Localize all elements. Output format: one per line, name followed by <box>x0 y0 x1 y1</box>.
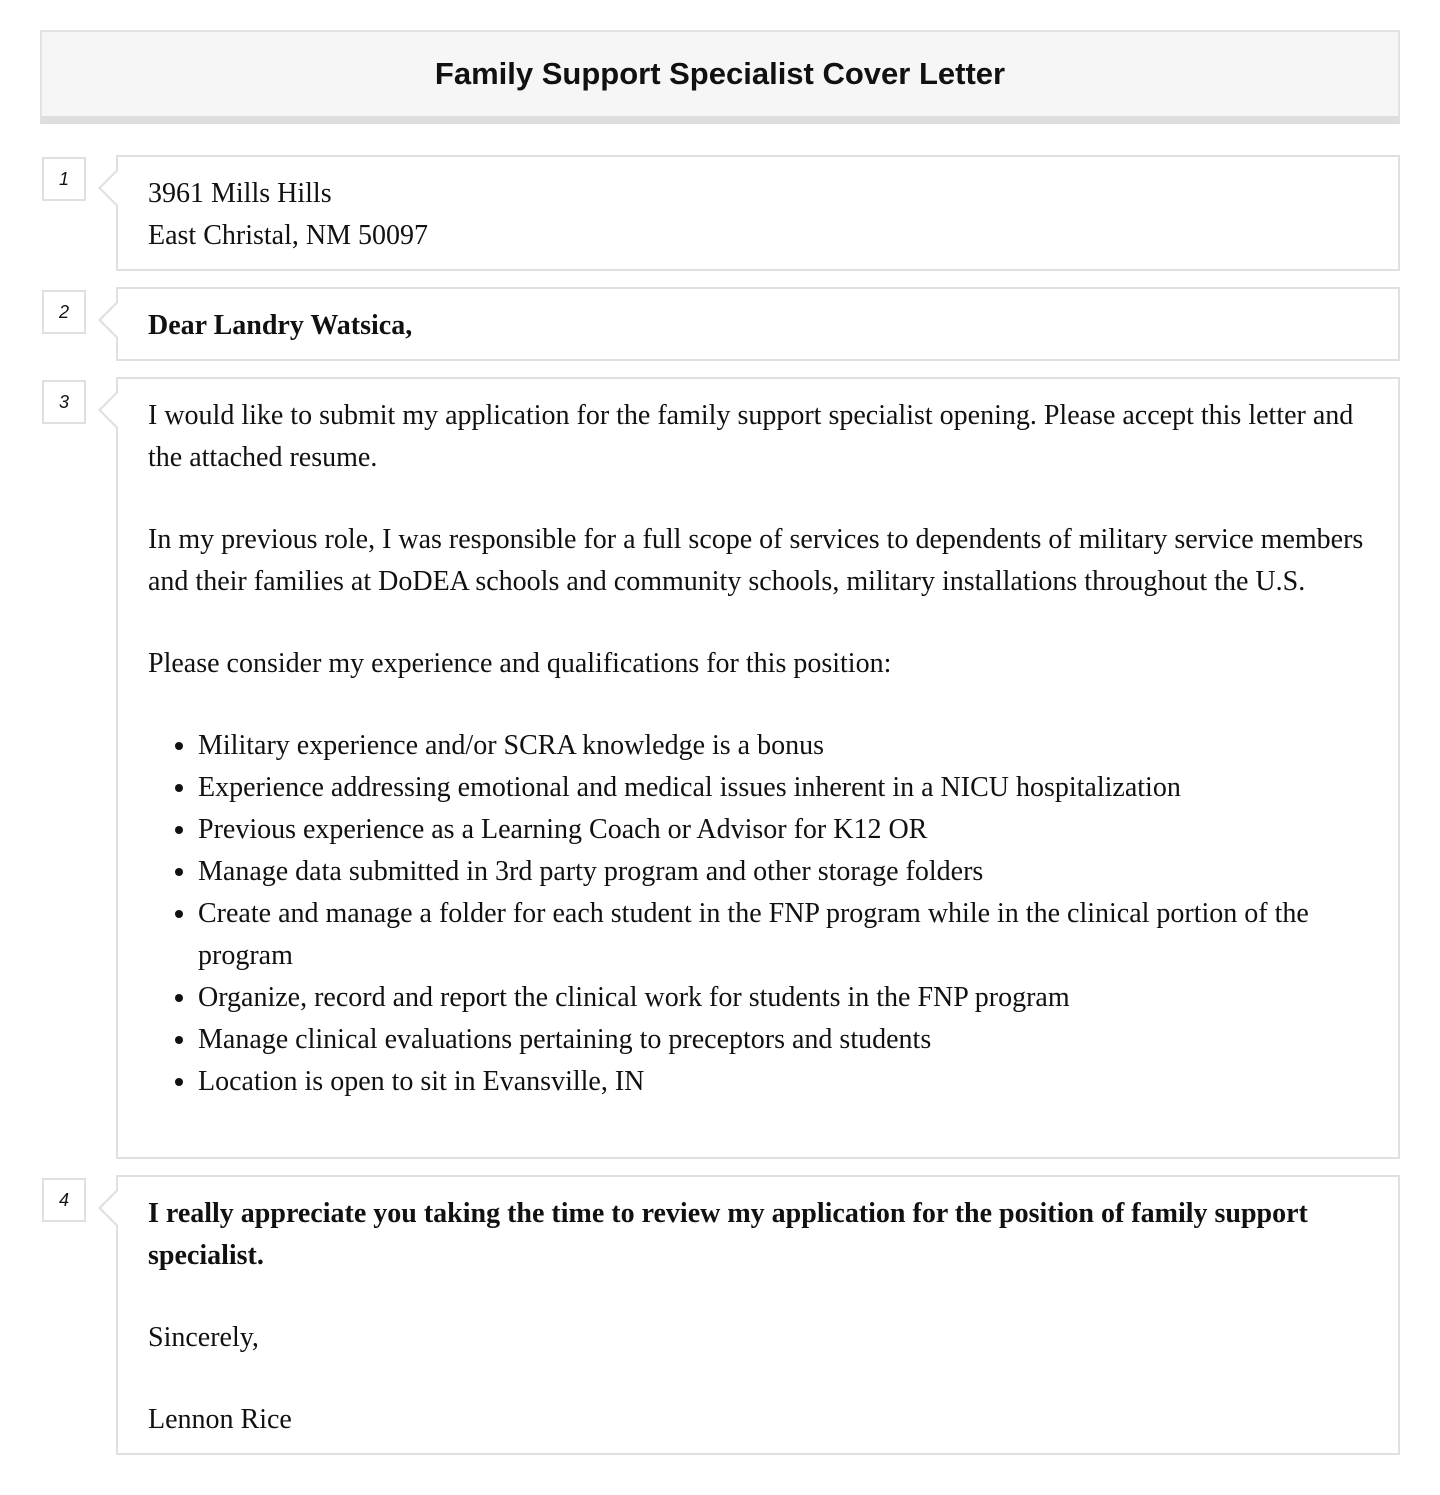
section-number-3: 3 <box>42 380 86 424</box>
address-line-2: East Christal, NM 50097 <box>148 220 428 251</box>
salutation-section <box>116 287 1400 361</box>
experience-paragraph: In my previous role, I was responsible for a full scope of services to dependents of military service members and their families at DoDEA schools and community schools, military installations throughout the U.S. <box>148 524 1364 597</box>
list-item: • Create and manage a folder for each student in the FNP program while in the clinical portion of the program <box>198 893 1368 977</box>
list-item: • Experience addressing emotional and medical issues inherent in a NICU hospitalization <box>198 767 1368 809</box>
list-item: • Organize, record and report the clinical work for students in the FNP program <box>198 977 1368 1019</box>
body-section <box>116 377 1400 1159</box>
list-item: • Manage data submitted in 3rd party program and other storage folders <box>198 851 1368 893</box>
intro-paragraph: I would like to submit my application for the family support specialist opening. Please accept this letter and the attached resume. <box>148 400 1354 473</box>
address-line-1: 3961 Mills Hills <box>148 178 332 209</box>
salutation: Dear Landry Watsica, <box>148 310 413 341</box>
signer-name: Lennon Rice <box>148 1404 292 1435</box>
section-number-2: 2 <box>42 290 86 334</box>
list-item: • Location is open to sit in Evansville, IN <box>198 1061 1368 1103</box>
title-bar <box>40 30 1400 124</box>
address-section <box>116 155 1400 271</box>
list-item: • Previous experience as a Learning Coach or Advisor for K12 OR <box>198 809 1368 851</box>
section-number-4: 4 <box>42 1178 86 1222</box>
consider-paragraph: Please consider my experience and qualifications for this position: <box>148 648 892 679</box>
list-item: • Manage clinical evaluations pertaining to preceptors and students <box>198 1019 1368 1061</box>
section-number-1: 1 <box>42 157 86 201</box>
closing-section <box>116 1175 1400 1455</box>
closing-paragraph: I really appreciate you taking the time to review my application for the position of family support specialist. <box>148 1198 1308 1271</box>
signoff: Sincerely, <box>148 1322 259 1353</box>
list-item: • Military experience and/or SCRA knowledge is a bonus <box>198 725 1368 767</box>
qualifications-list <box>148 725 1368 1103</box>
page-title: Family Support Specialist Cover Letter <box>434 56 1006 91</box>
